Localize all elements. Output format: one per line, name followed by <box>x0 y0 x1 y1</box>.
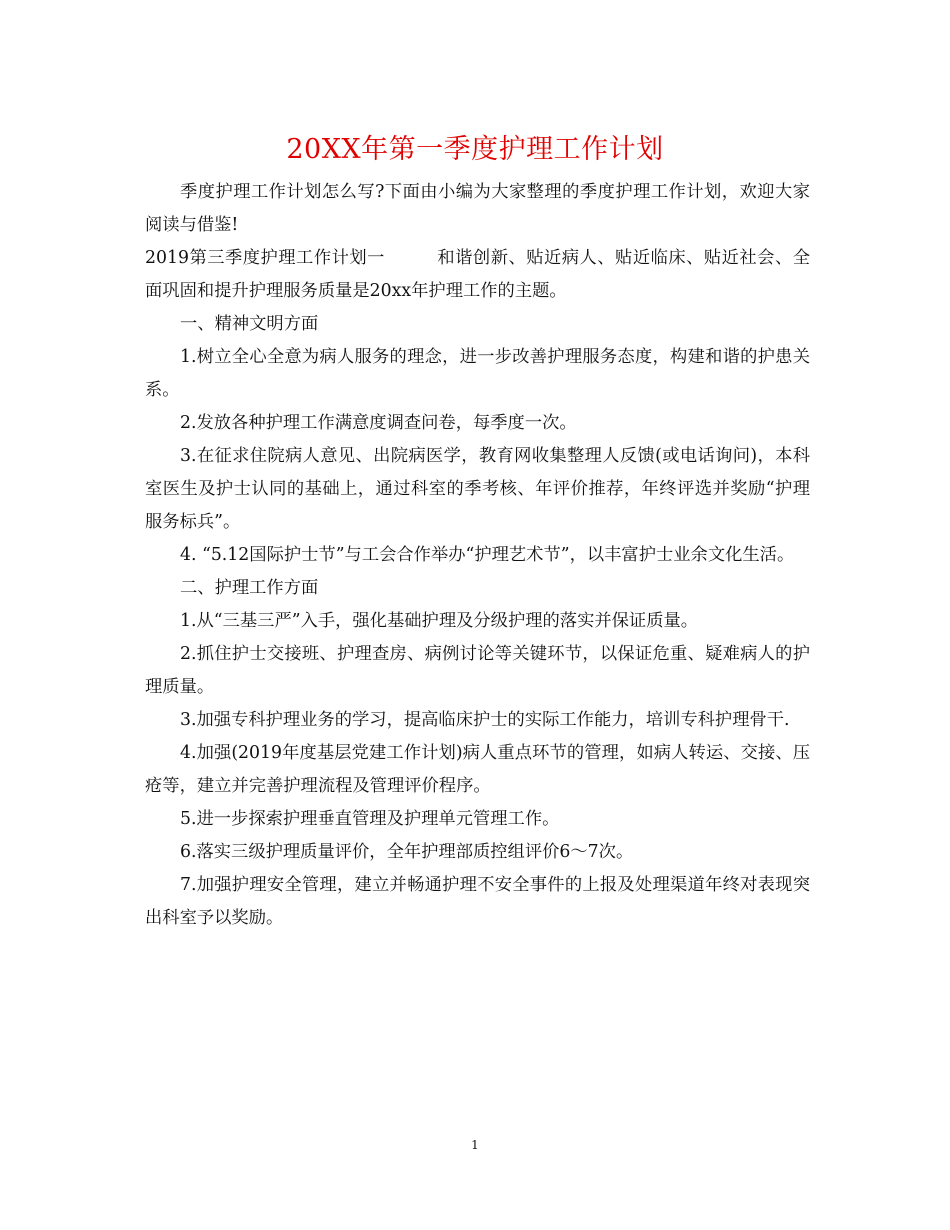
section1-item-1: 1.树立全心全意为病人服务的理念，进一步改善护理服务态度，构建和谐的护患关系。 <box>145 347 810 400</box>
section2-heading: 二、护理工作方面 <box>180 578 319 598</box>
section2-item-6: 6.落实三级护理质量评价，全年护理部质控组评价6～7次。 <box>180 842 634 862</box>
document-title: 20XX年第一季度护理工作计划 <box>286 134 664 165</box>
section1-item-2: 2.发放各种护理工作满意度调查问卷，每季度一次。 <box>180 413 577 433</box>
section1-heading: 一、精神文明方面 <box>180 314 319 334</box>
section2-item-2: 2.抓住护士交接班、护理查房、病例讨论等关键环节，以保证危重、疑难病人的护理质量。 <box>145 644 810 697</box>
section2-item-5: 5.进一步探索护理垂直管理及护理单元管理工作。 <box>180 809 560 829</box>
section1-item-3: 3.在征求住院病人意见、出院病医学，教育网收集整理人反馈(或电话询问)，本科室医生及护士认同的基础上，通过科室的季考核、年评价推荐，年终评选并奖励“护理服务标兵”。 <box>145 446 810 532</box>
section2-item-7: 7.加强护理安全管理，建立并畅通护理不安全事件的上报及处理渠道年终对表现突出科室予以奖励。 <box>145 875 810 928</box>
section1-item-4: 4. “5.12国际护士节”与工会合作举办“护理艺术节”，以丰富护士业余文化生活。 <box>180 545 795 565</box>
plan-intro: 和谐创新、贴近病人、贴近临床、贴近社会、全面巩固和提升护理服务质量是20xx年护理工作的主题。 <box>145 248 810 301</box>
intro-paragraph: 季度护理工作计划怎么写?下面由小编为大家整理的季度护理工作计划，欢迎大家阅读与借鉴! <box>145 182 810 235</box>
plan-heading: 2019第三季度护理工作计划一 <box>145 248 385 268</box>
section2-item-1: 1.从“三基三严”入手，强化基础护理及分级护理的落实并保证质量。 <box>180 611 699 631</box>
plan-paragraph <box>145 242 810 308</box>
page-number: 1 <box>471 1138 479 1152</box>
section2-item-4: 4.加强(2019年度基层党建工作计划)病人重点环节的管理，如病人转运、交接、压疮等，建立并完善护理流程及管理评价程序。 <box>145 743 810 796</box>
section2-item-3: 3.加强专科护理业务的学习，提高临床护士的实际工作能力，培训专科护理骨干. <box>180 710 790 730</box>
document-body <box>145 176 810 935</box>
